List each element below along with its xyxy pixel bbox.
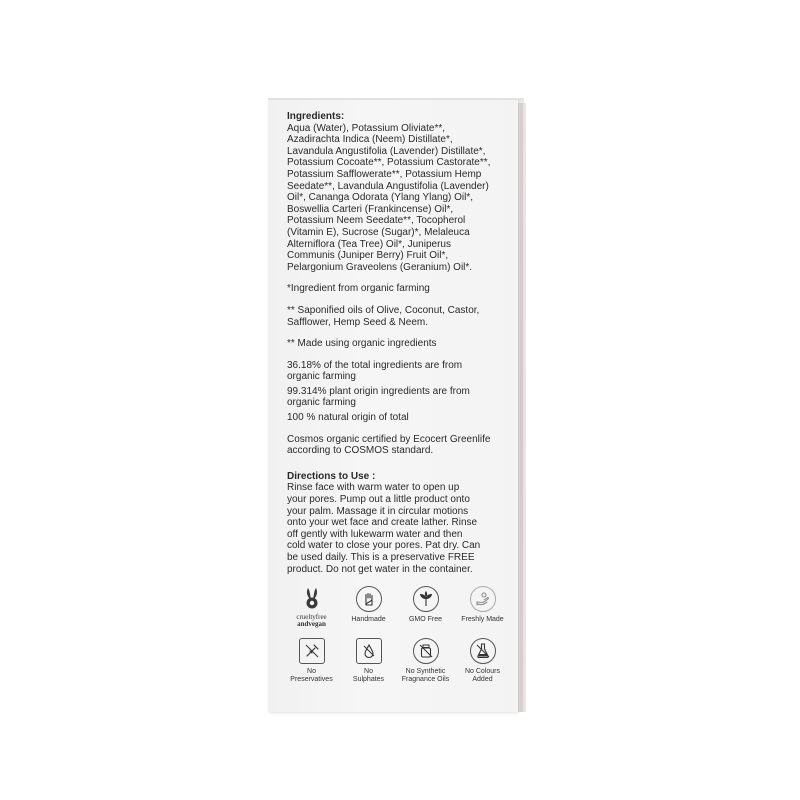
badge-no-synthetic-fragrance [397, 638, 454, 684]
organic-stat-line: 36.18% of the total ingredients are from [287, 359, 463, 371]
no-synthetic-line: No Synthetic [405, 668, 446, 675]
ingredient-line: Boswellia Carteri (Frankincense) Oil*, [287, 203, 454, 215]
badge-no-sulphates [340, 638, 397, 684]
no-sulphates-label [353, 668, 384, 684]
badge-freshly-made [454, 586, 511, 628]
ingredient-line: Potassium Cocoate**, Potassium Castorate**, [287, 157, 491, 169]
no-colours-line: Added [472, 676, 493, 683]
no-preservatives-line: No [307, 668, 316, 675]
badge-no-colours [454, 638, 511, 684]
no-sulphates-line: No [364, 668, 373, 675]
box-side-edge [518, 103, 526, 712]
hand-icon [356, 586, 382, 612]
made-organic-note: ** Made using organic ingredients [287, 338, 437, 350]
badge-cruelty-free [283, 586, 340, 628]
label-text [287, 111, 513, 575]
badge-gmo-free [397, 586, 454, 628]
badge-no-preservatives [283, 638, 340, 684]
no-preservatives-line: Preservatives [290, 676, 333, 683]
saponified-note-line: Safflower, Hemp Seed & Neem. [287, 316, 428, 328]
vegan-label: andvegan [297, 620, 326, 628]
plant-origin-stat-line: 99.314% plant origin ingredients are from [287, 385, 470, 397]
direction-line: be used daily. This is a preservative FREE [287, 552, 475, 563]
ingredient-line: Potassium Neem Seedate**, Tocopherol [287, 215, 466, 227]
cosmos-cert-line: Cosmos organic certified by Ecocert Greenlife [287, 433, 491, 445]
box-side-tint [520, 103, 523, 712]
organic-stat-line: organic farming [287, 371, 356, 383]
ingredient-line: (Vitamin E), Sucrose (Sugar)*, Melaleuca [287, 226, 470, 238]
no-synthetic-label [402, 668, 449, 684]
drop-icon [356, 638, 382, 664]
gmo-free-label: GMO Free [408, 616, 443, 623]
ingredient-line: Aqua (Water), Potassium Oliviate**, [287, 122, 446, 134]
cruelty-free-label: crueltyfree [296, 613, 327, 621]
bottle-icon [413, 638, 439, 664]
plant-origin-stat-line: organic farming [287, 397, 356, 409]
direction-line: product. Do not get water in the container. [287, 563, 473, 575]
direction-line: Rinse face with warm water to open up [287, 482, 460, 494]
ingredients-heading: Ingredients: [287, 111, 345, 122]
product-badges [283, 586, 511, 684]
fresh-hand-icon [470, 586, 496, 612]
ingredient-line: Seedate**, Lavandula Angustifolia (Lavender) [287, 180, 489, 192]
cosmos-cert-line: according to COSMOS standard. [287, 445, 434, 457]
direction-line: off gently with lukewarm water and then [287, 528, 463, 540]
ingredient-line: Azadirachta Indica (Neem) Distillate*, [287, 134, 453, 146]
saponified-note-line: ** Saponified oils of Olive, Coconut, Castor, [287, 304, 480, 316]
badge-handmade [340, 586, 397, 628]
bunny-icon [299, 586, 325, 612]
dropper-icon [299, 638, 325, 664]
ingredient-line: Potassium Safflowerate**, Potassium Hemp [287, 168, 482, 180]
ingredient-line: Alterniflora (Tea Tree) Oil*, Juniperus [287, 238, 451, 250]
no-synthetic-line: Fragnance Oils [401, 676, 450, 683]
leaf-icon [413, 586, 439, 612]
no-colours-label [465, 668, 500, 684]
directions-heading: Directions to Use : [287, 470, 376, 482]
direction-line: cold water to close your pores. Pat dry. Can [287, 540, 481, 552]
ingredient-line: Communis (Juniper Berry) Fruit Oil*, [287, 250, 449, 262]
no-sulphates-line: Sulphates [352, 676, 385, 683]
freshly-made-label: Freshly Made [461, 616, 504, 623]
natural-origin-stat: 100 % natural origin of total [287, 412, 409, 424]
direction-line: your palm. Massage it in circular motions [287, 505, 469, 517]
ingredient-line: Oil*, Cananga Odorata (Ylang Ylang) Oil*, [287, 192, 474, 204]
no-preservatives-label [290, 668, 332, 684]
no-colours-line: No Colours [464, 668, 500, 675]
direction-line: onto your wet face and create lather. Rinse [287, 517, 478, 529]
ingredient-line: Lavandula Angustifolia (Lavender) Distillate*, [287, 145, 486, 157]
ingredient-line: Pelargonium Graveolens (Geranium) Oil*. [287, 261, 473, 273]
flask-icon [470, 638, 496, 664]
handmade-label: Handmade [351, 616, 386, 623]
organic-farming-note: *Ingredient from organic farming [287, 283, 430, 295]
direction-line: your pores. Pump out a little product onto [287, 494, 470, 506]
